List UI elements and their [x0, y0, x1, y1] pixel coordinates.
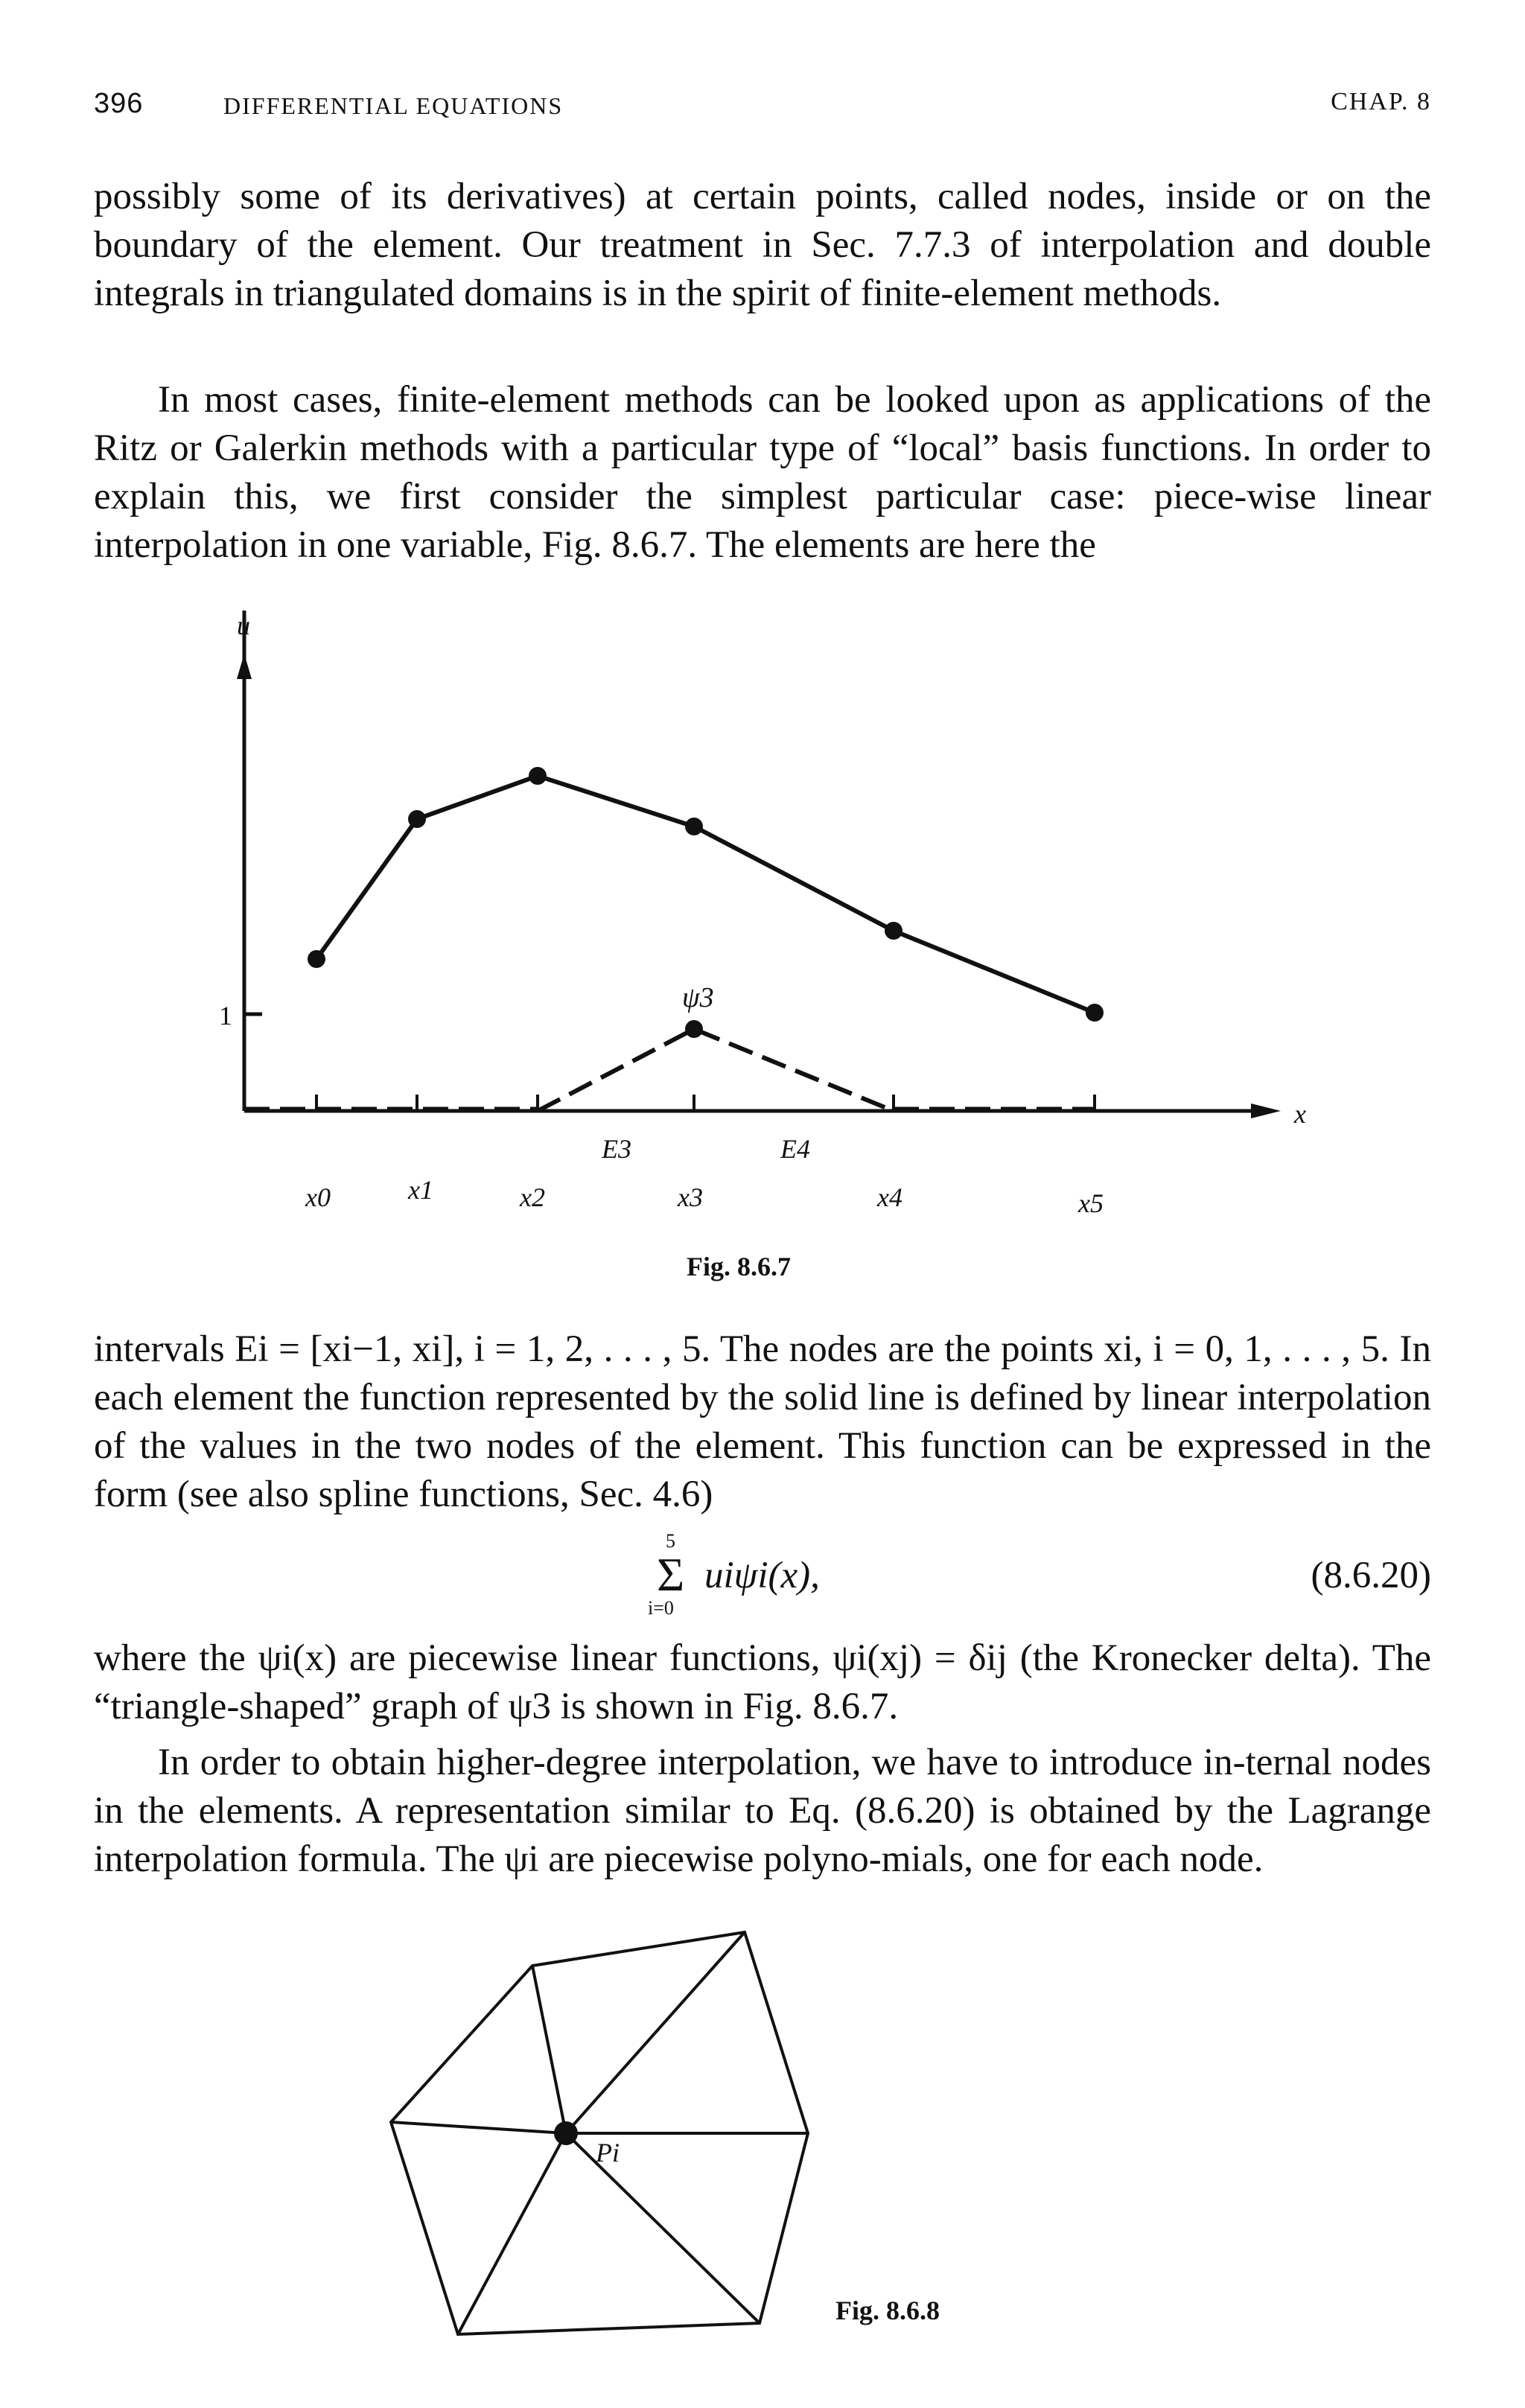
figure-8-6-7-caption: Fig. 8.6.7	[687, 1252, 791, 1281]
paragraph-3: intervals Ei = [xi−1, xi], i = 1, 2, . . . , 5. The nodes are the points xi, i = 0, 1, . . . , 5. In each element the function represented by the solid line is defined by linear interpolation of the values in the two nodes of the element. This function can be expressed in the form (see also spline functions, Sec. 4.6)	[94, 1328, 1431, 1515]
psi3-peak	[685, 1020, 703, 1038]
equation-number: (8.6.20)	[1311, 1555, 1431, 1596]
node-pi-label: Pi	[596, 2138, 620, 2167]
sum-lower-limit: i=0	[648, 1597, 674, 1619]
node-label-x5: x5	[1078, 1188, 1104, 1218]
element-label-e4: E4	[780, 1134, 810, 1164]
y-axis-label: u	[237, 611, 250, 640]
figure-8-6-7	[194, 611, 1355, 1281]
x-axis-arrow	[1251, 1103, 1281, 1118]
element-label-e3: E3	[602, 1134, 631, 1164]
node-point	[308, 950, 325, 968]
node-point	[408, 810, 426, 828]
tick-one-label: 1	[219, 1001, 232, 1031]
equation-body: uiψi(x),	[704, 1555, 820, 1596]
node-point	[529, 767, 547, 785]
figure-8-6-8	[372, 1917, 834, 2349]
node-label-x3: x3	[678, 1182, 703, 1212]
paragraph-4: where the ψi(x) are piecewise linear functions, ψi(xj) = δij (the Kronecker delta). The “triangle-shaped” graph of ψ3 is shown in Fig. 8.6.7.	[94, 1637, 1431, 1727]
node-point	[1086, 1004, 1104, 1022]
paragraph-1: possibly some of its derivatives) at certain points, called nodes, inside or on the boundary of the element. Our treatment in Sec. 7.7.3 of interpolation and double integrals in triangulated domains is in the spirit of finite-element methods.	[94, 176, 1431, 314]
sum-upper-limit: 5	[666, 1530, 675, 1552]
node-label-x2: x2	[520, 1182, 545, 1212]
figure-8-6-8-caption: Fig. 8.6.8	[835, 2296, 940, 2325]
paragraph-5: In order to obtain higher-degree interpolation, we have to introduce in-ternal nodes in the elements. A representation similar to Eq. (8.6.20) is obtained by the Lagrange interpolation formula. The ψi are piecewise polyno-mials, one for each node.	[94, 1742, 1431, 1880]
chapter-label: CHAP. 8	[1331, 88, 1431, 115]
x-axis-label: x	[1294, 1099, 1306, 1129]
node-pi	[554, 2121, 578, 2145]
psi3-label: ψ3	[682, 982, 714, 1013]
running-header-title: DIFFERENTIAL EQUATIONS	[223, 92, 564, 119]
node-label-x1: x1	[408, 1175, 433, 1205]
y-axis-arrow	[237, 654, 252, 679]
piecewise-linear-curve	[316, 776, 1095, 1013]
node-label-x4: x4	[877, 1182, 902, 1212]
psi3-hat-function	[538, 1029, 894, 1111]
paragraph-2: In most cases, finite-element methods can be looked upon as applications of the Ritz or Galerkin methods with a particular type of “local” basis functions. In order to explain this, we first consider the simplest particular case: piece-wise linear interpolation in one variable, Fig. 8.6.7. The elements are here the	[94, 379, 1431, 566]
node-point	[885, 922, 902, 940]
equation-8-6-20	[94, 1530, 1431, 1619]
page-number: 396	[94, 88, 144, 119]
node-point	[685, 818, 703, 835]
sum-symbol: Σ	[657, 1548, 685, 1601]
node-label-x0: x0	[305, 1182, 331, 1212]
